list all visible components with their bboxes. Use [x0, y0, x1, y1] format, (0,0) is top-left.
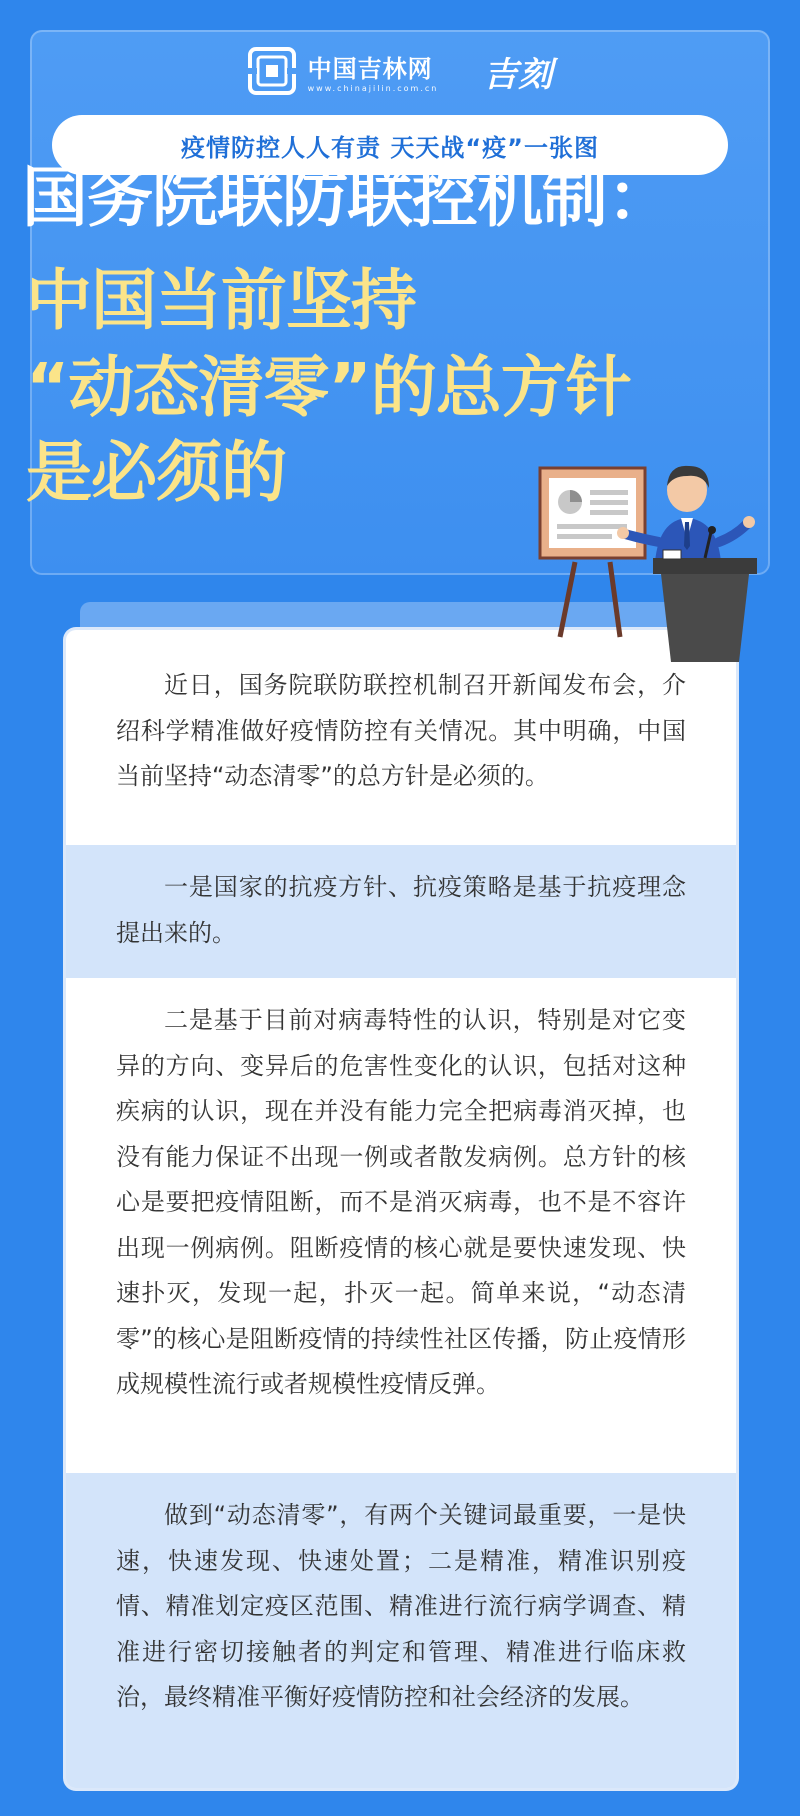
- chinajilin-logo-icon: [247, 46, 297, 96]
- title-highlight-line1: 中国当前坚持: [26, 262, 416, 339]
- paragraph-point-2: 二是基于目前对病毒特性的认识，特别是对它变异的方向、变异后的危害性变化的认识，包括对这种疾病的认识，现在并没有能力完全把病毒消灭掉，也没有能力保证不出现一例或者散发病例。总方针的核心是要把疫情阻断，而不是消灭病毒，也不是不容许出现一例病例。阻断疫情的核心就是要快速发现、快速扑灭，发现一起，扑灭一起。简单来说，“动态清零”的核心是阻断疫情的持续性社区传播，防止疫情形成规模性流行或者规模性疫情反弹。: [116, 1006, 686, 1398]
- title-highlight-line2: “动态清零”的总方针: [26, 349, 631, 426]
- site-logo[interactable]: [247, 46, 439, 96]
- logo-bar: [30, 46, 770, 96]
- page-title: 国务院联防联控机制：: [22, 159, 672, 236]
- paragraph-keywords: 做到“动态清零”，有两个关键词最重要，一是快速，快速发现、快速处置；二是精准，精准识别疫情、精准划定疫区范围、精准进行流行病学调查、精准进行密切接触者的判定和管理、精准进行临床救治，最终精准平衡好疫情防控和社会经济的发展。: [66, 1473, 736, 1788]
- content-card: [66, 630, 736, 1788]
- presenter-illustration: [535, 462, 765, 672]
- paragraph-point-1: 一是国家的抗疫方针、抗疫策略是基于抗疫理念提出来的。: [66, 845, 736, 978]
- secondary-logo[interactable]: 吉刻: [483, 54, 554, 95]
- tagline-pill: 疫情防控人人有责 天天战“疫”一张图: [52, 115, 728, 175]
- paragraph-intro: 近日，国务院联防联控机制召开新闻发布会，介绍科学精准做好疫情防控有关情况。其中明确，中国当前坚持“动态清零”的总方针是必须的。: [116, 671, 686, 790]
- logo-domain: www.chinajilin.com.cn: [307, 84, 439, 93]
- title-highlight-line3: 是必须的: [26, 434, 286, 511]
- logo-name: 中国吉林网: [307, 54, 433, 83]
- easel-icon: [540, 468, 645, 637]
